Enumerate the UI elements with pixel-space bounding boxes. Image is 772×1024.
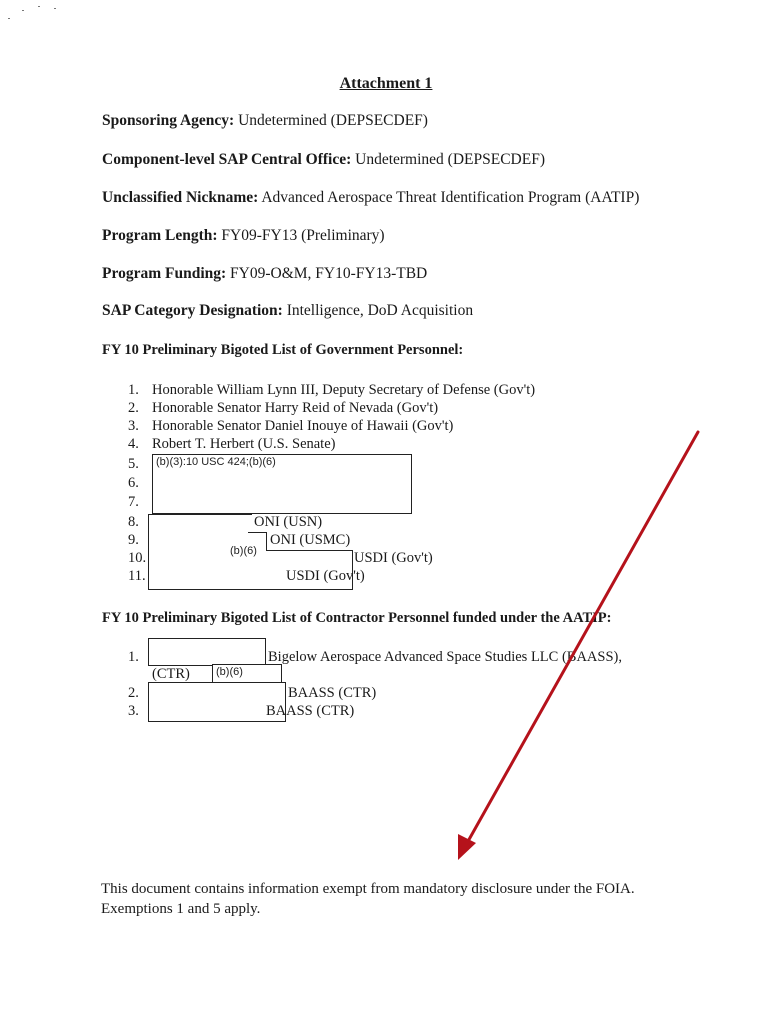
list-item: 9. (128, 532, 139, 548)
list-item: 6. (128, 475, 139, 491)
gov-item-10-suffix: USDI (Gov't) (354, 550, 433, 566)
ctr-personnel-heading: FY 10 Preliminary Bigoted List of Contractor Personnel funded under the AATIP: (102, 610, 612, 626)
list-item: 5. (128, 456, 139, 472)
arrow-head-icon (458, 834, 476, 860)
list-item: 2. (128, 685, 139, 701)
field-sap-category: SAP Category Designation: Intelligence, DoD Acquisition (102, 302, 474, 319)
list-item: 1. (128, 649, 139, 665)
field-program-length: Program Length: FY09-FY13 (Preliminary) (102, 227, 385, 244)
list-item: 4. Robert T. Herbert (U.S. Senate) (128, 436, 336, 452)
ctr-item-1-suffix-line2: (CTR) (152, 666, 190, 682)
list-item: 7. (128, 494, 139, 510)
list-item: 1. Honorable William Lynn III, Deputy Secretary of Defense (Gov't) (128, 382, 536, 398)
list-item: 2. Honorable Senator Harry Reid of Nevada (Gov't) (128, 400, 439, 416)
field-program-funding: Program Funding: FY09-O&M, FY10-FY13-TBD (102, 265, 428, 282)
gov-item-11-suffix: USDI (Gov't) (286, 568, 365, 584)
arrow-shaft (462, 432, 698, 852)
list-item: 8. (128, 514, 139, 530)
redaction-code: (b)(6) (230, 545, 257, 557)
ctr-item-2-suffix: BAASS (CTR) (288, 685, 377, 701)
list-item: 3. (128, 703, 139, 719)
page-title: Attachment 1 (339, 75, 433, 92)
list-item: 10. (128, 550, 147, 566)
footer-line-2: Exemptions 1 and 5 apply. (101, 901, 261, 917)
ctr-item-3-suffix: BAASS (CTR) (266, 703, 355, 719)
field-sap-central-office: Component-level SAP Central Office: Undetermined (DEPSECDEF) (102, 151, 545, 168)
redaction-code: (b)(3):10 USC 424;(b)(6) (156, 456, 276, 468)
field-nickname: Unclassified Nickname: Advanced Aerospace Threat Identification Program (AATIP) (102, 189, 640, 206)
gov-item-8-suffix: ONI (USN) (254, 514, 323, 530)
field-sponsoring-agency: Sponsoring Agency: Undetermined (DEPSECDEF) (102, 112, 428, 129)
list-item: 11. (128, 568, 146, 584)
list-item: 3. Honorable Senator Daniel Inouye of Hawaii (Gov't) (128, 418, 454, 434)
redaction-code: (b)(6) (216, 666, 243, 678)
gov-personnel-heading: FY 10 Preliminary Bigoted List of Government Personnel: (102, 342, 464, 358)
footer-line-1: This document contains information exempt from mandatory disclosure under the FOIA. (101, 881, 635, 897)
gov-item-9-suffix: ONI (USMC) (270, 532, 351, 548)
ctr-item-1-suffix: Bigelow Aerospace Advanced Space Studies LLC (BAASS), (268, 649, 622, 665)
